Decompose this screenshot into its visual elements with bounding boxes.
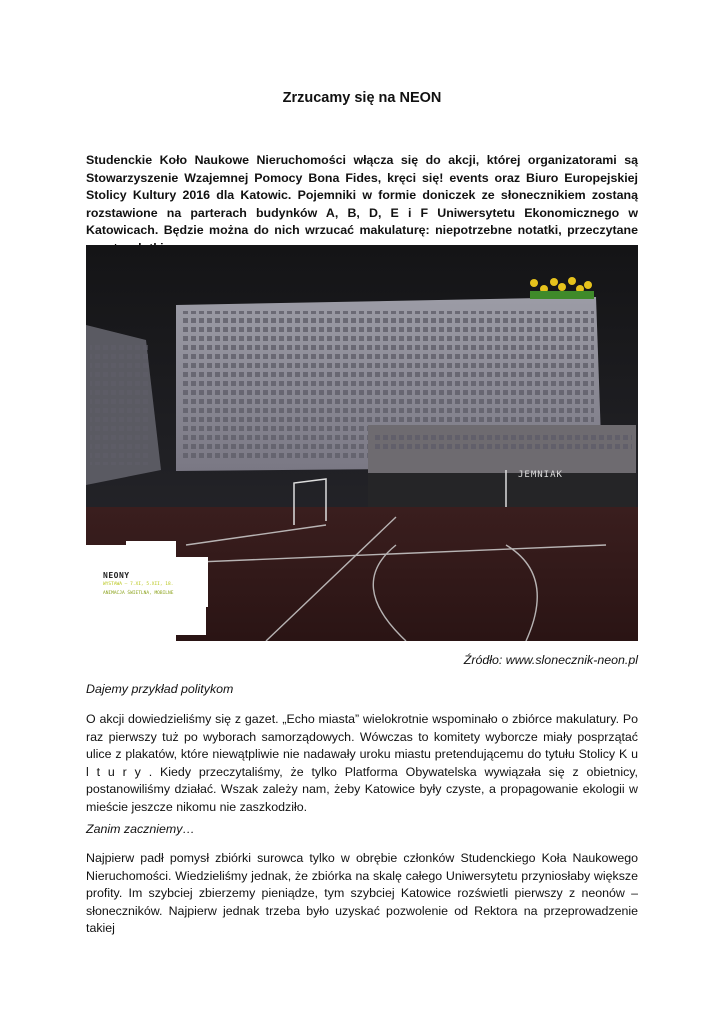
- section-paragraph-2: Najpierw padł pomysł zbiórki surowca tylko w obrębie członków Studenckiego Koła Naukowego Nieruchomości. Wiedzieliśmy jednak, że zbiórka na skalę całego Uniwersytetu przyniosłaby większe profity. Im szybciej zbierzemy pieniądze, tym szybciej Katowice rozświetli pierwszy z neonów – słoneczników. Najpierw jednak trzeba było uzyskać pozwolenie od Rektora na przeprowadzenie takiej: [86, 851, 638, 936]
- page-title: Zrzucamy się na NEON: [282, 90, 442, 106]
- section-paragraph-1: O akcji dowiedzieliśmy się z gazet. „Echo miasta” wielokrotnie wspominało o zbiórce makulatury. Po raz pierwszy tuż po wyborach samorządowych. Wówczas to komitety wyborcze miały posprzątać ulice z plakatów, które niewątpliwie nie nadawały uroku miastu pretendującemu do tytułu Stolicy K u l t u r y . Kiedy przeczytaliśmy, że tylko Platforma Obywatelska wywiązała się z obietnicy, postanowiliśmy działać. Wszak zależy nam, żeby Katowice były czyste, a propagowanie ekologii w mieście jeszcze nikomu nie zaszkodziło.: [86, 712, 638, 814]
- section-heading-2: Zanim zaczniemy…: [86, 822, 195, 836]
- photo-source: Źródło: www.slonecznik-neon.pl: [463, 653, 638, 667]
- neony-subtitle: WYSTAWA – 7.XI, 5.XII, 18.: [103, 582, 174, 587]
- neony-label: NEONY: [103, 571, 130, 580]
- lead-paragraph: Studenckie Koło Naukowe Nieruchomości włącza się do akcji, której organizatorami są Stowarzyszenie Wzajemnej Pomocy Bona Fides, kręci się! events oraz Biuro Europejskiej Stolicy Kultury 2016 dla Katowic. Pojemniki w formie doniczek ze słonecznikiem zostaną rozstawione na parterach budynków A, B, D, E i F Uniwersytetu Ekonomicznego w Katowicach. Będzie można do nich wrzucać makulaturę: niepotrzebne notatki, przeczytane: [86, 153, 638, 238]
- building-sign: JEMNIAK: [518, 470, 563, 480]
- neony-subtitle-2: ANIMACJA ŚWIETLNA, MOBILNE: [103, 591, 174, 596]
- photo: [86, 245, 638, 641]
- section-heading-1: Dajemy przykład politykom: [86, 682, 234, 696]
